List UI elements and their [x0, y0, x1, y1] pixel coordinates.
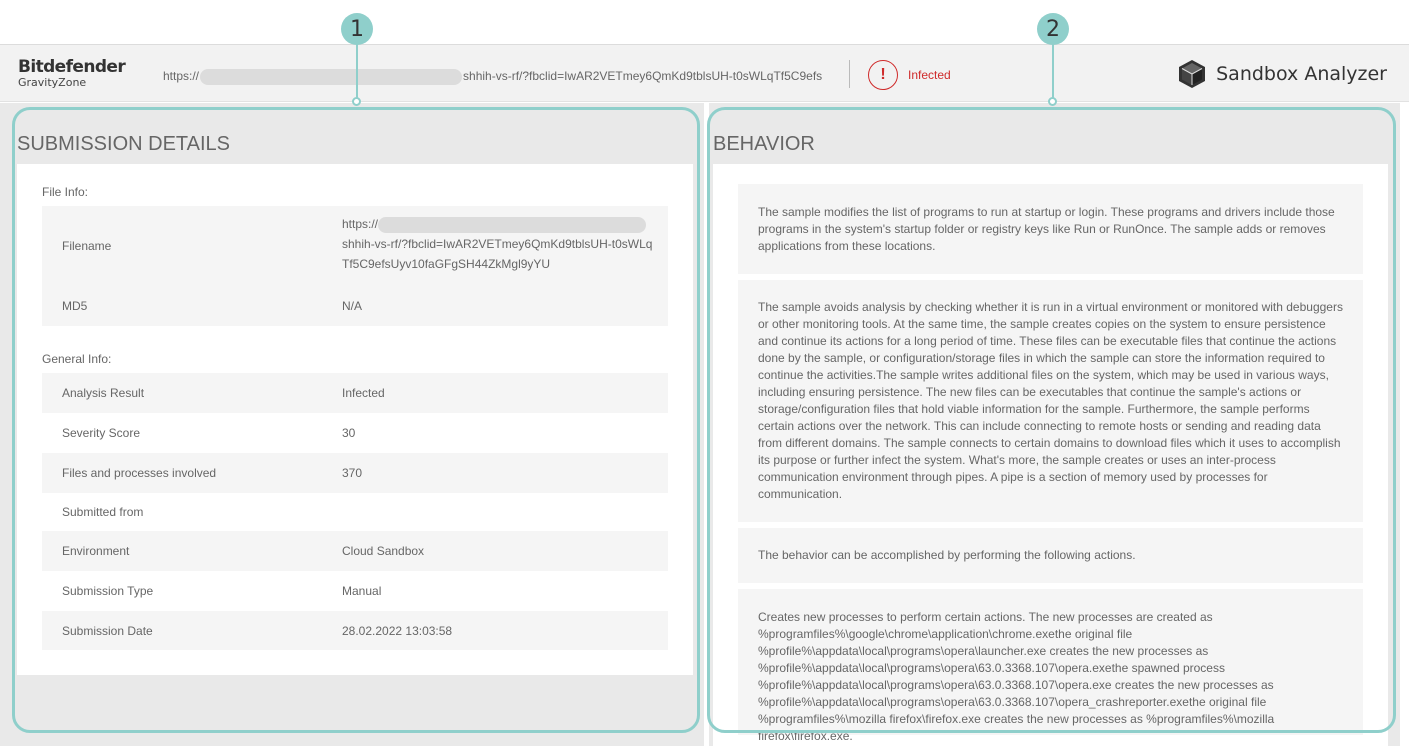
brand-sub: GravityZone	[18, 76, 87, 89]
warning-icon: !	[868, 60, 898, 90]
callout-dot-2	[1048, 97, 1057, 106]
brand-name: Bitdefender	[18, 57, 126, 77]
brand-logo	[18, 59, 125, 88]
behavior-item	[738, 589, 1363, 743]
table-row	[42, 611, 668, 650]
callout-dot-1	[352, 97, 361, 106]
sandbox-cube-icon	[1178, 59, 1206, 89]
row-value: 370	[342, 466, 363, 480]
table-row	[42, 531, 668, 571]
behavior-text: The behavior can be accomplished by performing the following actions.	[758, 548, 1136, 562]
filename-value	[342, 214, 654, 274]
filename-rest: shhih-vs-rf/?fbclid=IwAR2VETmey6QmKd9tblsUH-t0sWLqTf5C9efsUyv10faGFgSH44ZkMgl9yYU	[342, 237, 653, 271]
row-label: Environment	[62, 544, 130, 558]
callout-marker-2: 2	[1037, 13, 1069, 45]
row-value: 28.02.2022 13:03:58	[342, 623, 453, 638]
redacted-blur	[378, 217, 646, 233]
filename-label: Filename	[62, 239, 112, 253]
table-row	[42, 373, 668, 413]
product-title	[1178, 58, 1387, 90]
product-name: Sandbox Analyzer	[1216, 63, 1387, 85]
submitted-url	[163, 67, 849, 85]
md5-label: MD5	[62, 299, 88, 313]
submission-title: SUBMISSION DETAILS	[17, 133, 231, 155]
row-value: Manual	[342, 584, 382, 598]
table-row	[42, 493, 668, 531]
row-value: Infected	[342, 386, 385, 400]
table-row	[42, 413, 668, 453]
row-label: Analysis Result	[62, 386, 145, 400]
redacted-blur	[200, 69, 462, 85]
md5-value: N/A	[342, 299, 363, 313]
behavior-item	[738, 528, 1363, 583]
behavior-item	[738, 280, 1363, 522]
callout-marker-1: 1	[341, 13, 373, 45]
file-info-label: File Info:	[42, 185, 89, 199]
filename-row	[42, 206, 668, 286]
filename-prefix: https://	[342, 217, 379, 231]
callout-line-1	[356, 44, 358, 102]
table-row	[42, 453, 668, 493]
callout-line-2	[1052, 44, 1054, 102]
row-label: Submission Date	[62, 623, 153, 638]
row-value: 30	[342, 426, 356, 440]
table-row	[42, 571, 668, 611]
url-separator	[849, 60, 850, 88]
behavior-item	[738, 184, 1363, 274]
url-suffix: shhih-vs-rf/?fbclid=IwAR2VETmey6QmKd9tblsUH-t0sWLqTf5C9efs	[463, 69, 823, 83]
row-label: Submitted from	[62, 505, 144, 519]
status-text: Infected	[908, 68, 951, 82]
row-label: Severity Score	[62, 426, 141, 440]
url-prefix: https://	[163, 69, 200, 83]
behavior-text: Creates new processes to perform certain actions. The new processes are created as %programfiles%\google\chrome\application\chrome.exethe original file %profile%\appdata\local\programs\opera\launcher.exe creates the new processes as %profile%\appdata\local\programs\opera\63.0.3368.107\opera.exethe spawned process %profile%\appdata\local\programs\opera\63.0.3368.107\opera.exe creates the new processes as %profile%\appdata\local\programs\opera\63.0.3368.107\opera_crashreporter.exethe original file %programfiles%\mozilla firefox\firefox.exe creates the new processes as %programfiles%\mozilla firefox\firefox.exe.	[758, 610, 1275, 743]
general-info-label: General Info:	[42, 352, 112, 366]
md5-row	[42, 286, 668, 326]
row-value: Cloud Sandbox	[342, 544, 425, 558]
behavior-text: The sample modifies the list of programs to run at startup or login. These programs and drivers include those programs in the system's startup folder or registry keys like Run or RunOnce. The sample adds or removes applications from these locations.	[758, 204, 1335, 253]
behavior-title: BEHAVIOR	[713, 133, 815, 155]
row-label: Submission Type	[62, 584, 154, 598]
row-label: Files and processes involved	[62, 466, 217, 480]
status-badge	[868, 60, 951, 90]
behavior-text: The sample avoids analysis by checking whether it is run in a virtual environment or monitored with debuggers or other monitoring tools. At the same time, the sample creates copies on the system to ensure persistence and continue its actions for a long period of time. These files can be executable files that continue the actions done by the sample, or configuration/storage files in which the sample can store the information required to continue the activities.The sample writes additional files on the system, which may be used in various ways, including ensuring persistence. The new files can be executables that continue the sample's actions or storage/configuration files that hold viable information for the sample. Furthermore, the sample performs certain actions over the network. This can include connecting to remote hosts or sending and reading data from different domains. The sample connects to certain domains to download files which it uses to accomplish its purpose or further infect the system. What's more, the sample creates or uses an inter-process communication environment through pipes. A pipe is a section of memory used by processes for communication.	[758, 300, 1343, 501]
